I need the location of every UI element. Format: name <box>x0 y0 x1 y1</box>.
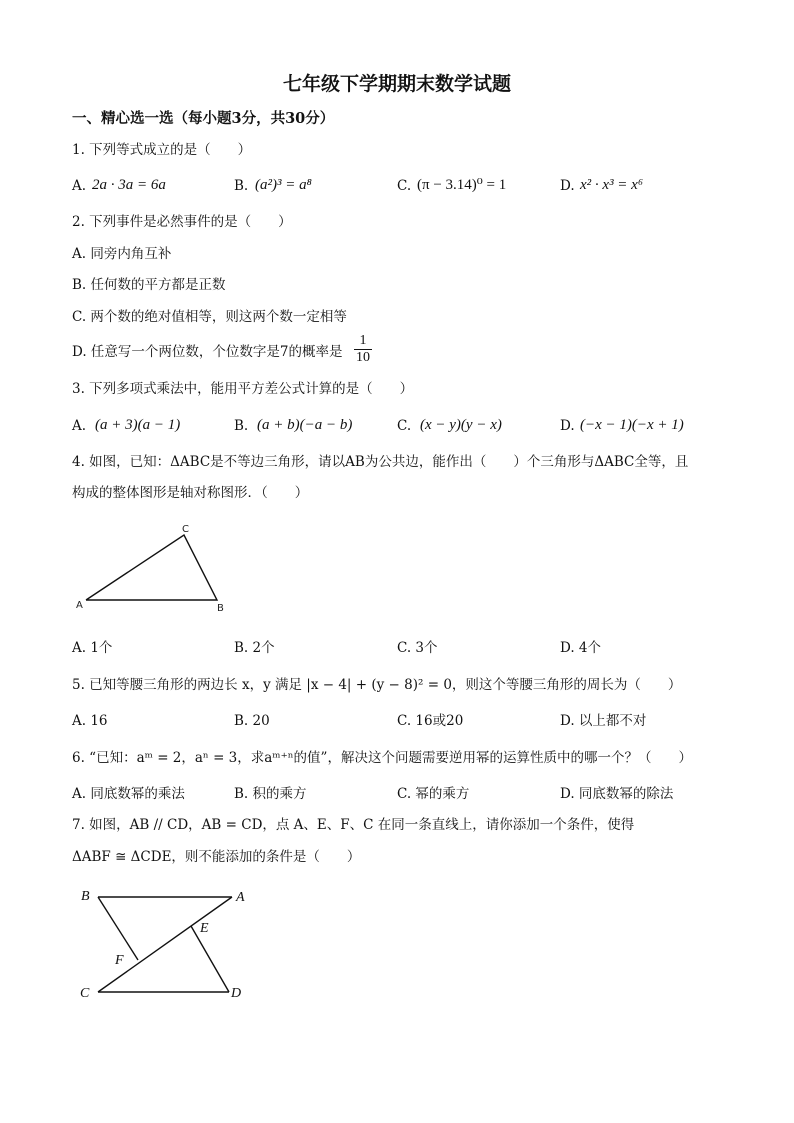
q1-option-b-letter: B. <box>234 178 249 194</box>
vertex-a-label: A <box>76 600 83 611</box>
q2-option-c: C. 两个数的绝对值相等，则这两个数一定相等 <box>72 309 347 325</box>
q1-option-d-letter: D. <box>560 178 575 194</box>
q4-option-c: C. 3个 <box>397 640 438 656</box>
fraction-denominator: 10 <box>356 350 370 365</box>
question-6-stem: 6. “已知：aᵐ = 2，aⁿ = 3，求aᵐ⁺ⁿ的值”，解决这个问题需要逆用幂的运算性质中的哪一个？（ ） <box>72 750 692 766</box>
question-3-stem: 3. 下列多项式乘法中，能用平方差公式计算的是（ ） <box>72 381 414 397</box>
question-7-line-1: 7. 如图，AB // CD，AB = CD，点 A、E、F、C 在同一条直线上，请你添加一个条件，使得 <box>72 817 635 833</box>
point-f-label: F <box>115 953 124 968</box>
q5-option-b: B. 20 <box>234 713 270 729</box>
q5-option-d: D. 以上都不对 <box>560 713 647 729</box>
q4-option-b: B. 2个 <box>234 640 275 656</box>
q1-option-a: 2a · 3a = 6a <box>92 177 166 193</box>
point-d-label: D <box>231 986 242 1001</box>
question-2-stem: 2. 下列事件是必然事件的是（ ） <box>72 214 292 230</box>
q1-option-b: (a²)³ = a⁸ <box>255 177 312 193</box>
q3-option-d-letter: D. <box>560 418 575 434</box>
q3-option-c: (x − y)(y − x) <box>420 417 502 433</box>
question-7-line-2: ΔABF ≅ ΔCDE，则不能添加的条件是（ ） <box>72 849 361 865</box>
q1-option-a-letter: A. <box>72 178 87 194</box>
segment-ac <box>98 897 232 992</box>
q3-option-a-letter: A. <box>72 418 87 434</box>
q1-option-d: x² · x³ = x⁶ <box>580 177 644 193</box>
segment-bf <box>98 897 138 960</box>
q2-option-d: D. 任意写一个两位数，个位数字是7的概率是 <box>72 344 343 360</box>
point-a-label: A <box>236 890 245 905</box>
q5-option-c: C. 16或20 <box>397 713 464 729</box>
q3-option-b-letter: B. <box>234 418 249 434</box>
q6-option-d: D. 同底数幂的除法 <box>560 786 674 802</box>
q1-option-c-letter: C. <box>397 178 412 194</box>
q3-option-b: (a + b)(−a − b) <box>257 417 353 433</box>
point-c-label: C <box>80 986 90 1001</box>
page-title: 七年级下学期期末数学试题 <box>282 73 511 95</box>
point-e-label: E <box>200 921 209 936</box>
q3-option-a: (a + 3)(a − 1) <box>95 417 181 433</box>
q3-option-c-letter: C. <box>397 418 412 434</box>
q3-option-d: (−x − 1)(−x + 1) <box>580 417 684 433</box>
q5-option-a: A. 16 <box>72 713 108 729</box>
q4-option-d: D. 4个 <box>560 640 602 656</box>
q6-option-c: C. 幂的乘方 <box>397 786 470 802</box>
section-heading: 一、精心选一选（每小题3分，共30分） <box>72 110 335 127</box>
q6-option-a: A. 同底数幂的乘法 <box>72 786 185 802</box>
q6-option-b: B. 积的乘方 <box>234 786 307 802</box>
segment-ed <box>191 926 229 992</box>
q2-option-b: B. 任何数的平方都是正数 <box>72 277 226 293</box>
question-4-line-1: 4. 如图，已知：ΔABC是不等边三角形，请以AB为公共边，能作出（ ）个三角形与ΔABC全等，且 <box>72 454 689 470</box>
q4-option-a: A. 1个 <box>72 640 113 656</box>
question-5-stem: 5. 已知等腰三角形的两边长 x，y 满足 |x − 4| + (y − 8)² = 0，则这个等腰三角形的周长为（ ） <box>72 677 682 693</box>
question-4-line-2: 构成的整体图形是轴对称图形．（ ） <box>72 485 309 501</box>
q1-option-c: (π − 3.14)⁰ = 1 <box>417 177 507 193</box>
vertex-c-label: C <box>182 524 189 535</box>
question-1-stem: 1. 下列等式成立的是（ ） <box>72 142 252 158</box>
q2-option-a: A. 同旁内角互补 <box>72 246 172 262</box>
vertex-b-label: B <box>217 603 224 614</box>
fraction-numerator: 1 <box>354 333 372 350</box>
point-b-label: B <box>81 889 90 904</box>
